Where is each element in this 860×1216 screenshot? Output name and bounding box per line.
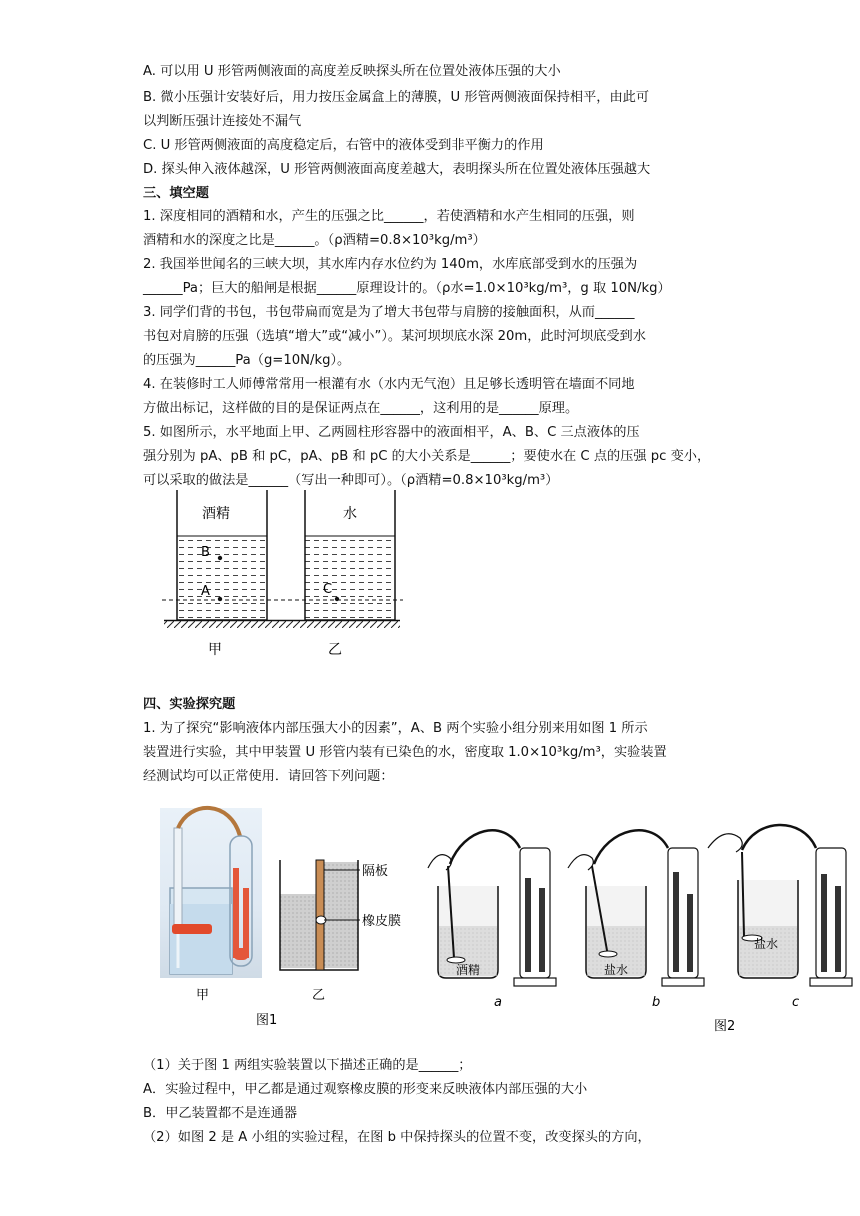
question-1-line-1: 1. 深度相同的酒精和水，产生的压强之比______，若使酒精和水产生相同的压强，则	[143, 209, 635, 224]
question-5-line-1: 5. 如图所示，水平地面上甲、乙两圆柱形容器中的液面相平，A、B、C 三点液体的压	[143, 425, 640, 440]
question-5-line-2: 强分别为 pA、pB 和 pC，pA、pB 和 pC 的大小关系是______；要使水在 C 点的压强 pc 变小，	[143, 449, 711, 464]
option-c-line: C. U 形管两侧液面的高度稳定后，右管中的液体受到非平衡力的作用	[143, 138, 544, 153]
question-3-line-3: 的压强为______Pa（g=10N/kg）。	[143, 353, 351, 368]
apparatus-b	[568, 830, 704, 986]
question-1-line-2: 酒精和水的深度之比是______。（ρ酒精=0.8×10³kg/m³）	[143, 233, 486, 248]
option-d-line: D. 探头伸入液体越深，U 形管两侧液面高度差越大，表明探头所在位置处液体压强越大	[143, 162, 651, 177]
fig1-caption: 图1	[256, 1013, 278, 1028]
question-5-line-3: 可以采取的做法是______（写出一种即可）。（ρ酒精=0.8×10³kg/m³）	[143, 473, 559, 488]
question-4-line-1: 4. 在装修时工人师傅常常用一根灌有水（水内无气泡）且足够长透明管在墙面不同地	[143, 377, 635, 392]
point-a-label: A	[201, 584, 210, 599]
right-liquid-label: 水	[343, 506, 357, 522]
point-c-label: C	[323, 582, 333, 597]
sub-a-caption: a	[494, 995, 502, 1010]
question-3-line-2: 书包对肩膀的压强（选填“增大”或“减小”）。某河坝坝底水深 20m，此时河坝底受到水	[143, 329, 646, 344]
experiment-1-line-1: 1. 为了探究“影响液体内部压强大小的因素”，A、B 两个实验小组分别来用如图 1 所示	[143, 721, 648, 736]
point-b-label: B	[201, 545, 210, 560]
sub-b-caption: b	[652, 995, 661, 1010]
question-4-line-2: 方做出标记，这样做的目的是保证两点在______，这利用的是______原理。	[143, 401, 579, 416]
apparatus-figure	[196, 808, 858, 1038]
question-2-line-1: 2. 我国举世闻名的三峡大坝，其水库内存水位约为 140m，水库底部受到水的压强为	[143, 257, 638, 272]
jia-caption: 甲	[196, 988, 210, 1003]
question-2-line-2: ______Pa；巨大的船闸是根据______原理设计的。（ρ水=1.0×10³kg/m³，g 取 10N/kg）	[143, 281, 671, 296]
apparatus-c	[708, 825, 852, 986]
option-b-line: B. 微小压强计安装好后，用力按压金属盒上的薄膜，U 形管两侧液面保持相平，由此可	[143, 90, 650, 105]
experiment-1-line-2: 装置进行实验，其中甲装置 U 形管内装有已染色的水，密度取 1.0×10³kg/m³，实验装置	[143, 745, 667, 760]
fig2-caption: 图2	[714, 1019, 736, 1034]
yi-caption: 乙	[312, 988, 326, 1003]
right-container-caption: 乙	[328, 642, 342, 658]
experiment-1-line-3: 经测试均可以正常使用．请回答下列问题：	[143, 769, 394, 784]
membrane-label: 橡皮膜	[362, 914, 402, 929]
sub-question-1-option-b: B．甲乙装置都不是连通器	[143, 1106, 298, 1121]
section-heading-fill-in: 三、填空题	[143, 186, 209, 201]
sub-question-1-option-a: A．实验过程中，甲乙都是通过观察橡皮膜的形变来反映液体内部压强的大小	[143, 1082, 588, 1097]
pressure-gauge-photo	[160, 808, 262, 978]
beaker-b-label: 盐水	[604, 963, 629, 977]
apparatus-a	[428, 830, 556, 986]
point-b-dot	[218, 556, 222, 560]
right-liquid	[305, 536, 395, 620]
left-liquid	[177, 536, 267, 620]
sub-question-2: （2）如图 2 是 A 小组的实验过程，在图 b 中保持探头的位置不变，改变探头的方向，	[143, 1130, 651, 1145]
option-a-line: A. 可以用 U 形管两侧液面的高度差反映探头所在位置处液体压强的大小	[143, 64, 561, 79]
beaker-c-label: 盐水	[754, 937, 779, 951]
beaker-a-label: 酒精	[456, 963, 481, 977]
point-c-dot	[335, 597, 339, 601]
point-a-dot	[218, 597, 222, 601]
partition-container	[280, 860, 360, 970]
containers-figure	[160, 488, 410, 664]
option-b-line-cont: 以判断压强计连接处不漏气	[143, 114, 302, 129]
ground-hatch	[164, 621, 400, 628]
section-heading-experiment: 四、实验探究题	[143, 697, 236, 712]
left-liquid-label: 酒精	[202, 506, 230, 522]
question-3-line-1: 3. 同学们背的书包，书包带扁而宽是为了增大书包带与肩膀的接触面积，从而______	[143, 305, 635, 320]
sub-question-1: （1）关于图 1 两组实验装置以下描述正确的是______；	[143, 1058, 472, 1073]
sub-c-caption: c	[792, 995, 800, 1010]
left-container-caption: 甲	[208, 642, 222, 658]
partition-label: 隔板	[362, 864, 389, 879]
